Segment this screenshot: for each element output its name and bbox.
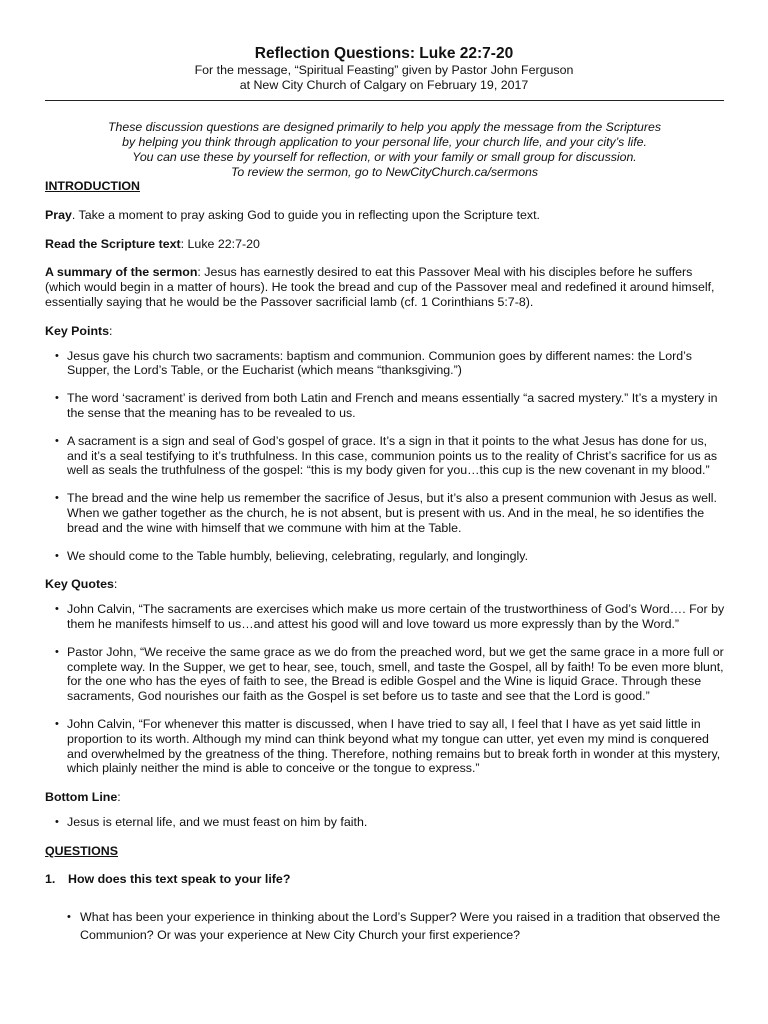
list-item: • The word ‘sacrament’ is derived from both Latin and French and means essentially “a sacred mystery.” It’s a mystery in the sense that the meaning has to be revealed to us. [45,391,725,421]
read-scripture-label: Read the Scripture text [45,236,181,251]
key-quotes-list [45,602,725,776]
document-title: Reflection Questions: Luke 22:7-20 [254,45,514,62]
list-item: • What has been your experience in thinking about the Lord’s Supper? Were you raised in a tradition that observed the Communion? Or was your experience at New City Church your first experience? [45,908,725,944]
question-1-list [45,908,725,944]
question-1 [45,872,725,887]
document-header [0,44,768,92]
list-item: • The bread and the wine help us remember the sacrifice of Jesus, but it’s also a present communion with Jesus as well. When we gather together as the church, he is not absent, but is present with us. And in the meal, he so identifies the bread and the wine with himself that we commune with him at the Table. [45,491,725,535]
key-quotes-colon: : [113,577,118,592]
sermon-summary-text: : Jesus has earnestly desired to eat this Passover Meal with his disciples before he suffers (which would begin in a matter of hours). He took the bread and cup of the Passover meal and redefined it around himself, essentially saying that he would be the Passover sacrificial lamb (cf. 1 Corinthians 5:7-8). [45,265,715,309]
subtitle-line-2: at New City Church of Calgary on February 19, 2017 [239,77,529,92]
list-item: • Jesus is eternal life, and we must feast on him by faith. [45,815,725,830]
key-points-list [45,349,725,564]
pray-label: Pray [45,207,72,222]
question-1-text: How does this text speak to your life? [68,871,291,886]
questions-heading: QUESTIONS [45,843,118,858]
pray-text: . Take a moment to pray asking God to guide you in reflecting upon the Scripture text. [71,207,541,222]
key-quotes-heading [45,577,725,592]
bottom-line-colon: : [117,790,121,805]
read-scripture-text: : Luke 22:7-20 [180,236,260,251]
list-item: • John Calvin, “For whenever this matter is discussed, when I have tried to say all, I feel that I have as yet said little in proportion to its worth. Although my mind can think beyond what my tongue can utter, yet even my mind is conquered and overwhelmed by the greatness of the thing. Therefore, nothing remains but to break forth in wonder at this mystery, which plainly neither the mind is able to conceive or the tongue to express.” [45,717,725,776]
list-item: • We should come to the Table humbly, believing, celebrating, regularly, and longingly. [45,549,725,564]
key-quotes-label: Key Quotes [45,577,114,592]
subtitle-line-1: For the message, “Spiritual Feasting” given by Pastor John Ferguson [194,63,574,77]
key-points-colon: : [109,323,113,338]
bottom-line-heading [45,790,725,805]
intro-line-2: by helping you think through application to your personal life, your church life, and your city’s life. [122,135,647,149]
sermon-summary-paragraph [45,265,725,309]
bottom-line-label: Bottom Line [45,790,118,805]
question-1-number: 1. [45,871,56,886]
intro-instructions [45,120,724,180]
list-item: • Jesus gave his church two sacraments: baptism and communion. Communion goes by different names: the Lord’s Supper, the Lord’s Table, or the Eucharist (which means “thanksgiving.”) [45,349,725,379]
intro-line-3: You can use these by yourself for reflection, or with your family or small group for discussion. [132,150,637,164]
document-body [45,179,725,944]
list-item: • John Calvin, “The sacraments are exercises which make us more certain of the trustworthiness of God’s Word…. For by them he manifests himself to us…and attest his good will and love toward us more expressly than by the Word.” [45,602,725,632]
pray-paragraph [45,208,725,223]
intro-line-4: To review the sermon, go to NewCityChurch.ca/sermons [230,165,539,179]
intro-line-1: These discussion questions are designed primarily to help you apply the message from the Scriptures [108,120,661,134]
read-scripture-paragraph [45,237,725,252]
sermon-summary-label: A summary of the sermon [45,265,198,280]
list-item: • A sacrament is a sign and seal of God’s gospel of grace. It’s a sign in that it points to the what Jesus has done for us, and it’s a seal testifying to it’s truthfulness. In this case, communion points us to the reality of Christ’s sacrifice for us as well as seals the truthfulness of the gospel: “this is my body given for you…this cup is the new covenant in my blood.” [45,434,725,478]
introduction-heading: INTRODUCTION [45,179,140,193]
key-points-label: Key Points [45,323,110,338]
header-divider [45,100,724,101]
key-points-heading [45,324,725,339]
bottom-line-list [45,815,725,830]
list-item: • Pastor John, “We receive the same grace as we do from the preached word, but we get the same grace in a more full or complete way. In the Supper, we get to hear, see, touch, smell, and taste the Gospel, all by faith! To be even more blunt, for the one who has the eyes of faith to see, the Bread is edible Gospel and the Wine is liquid Grace. Through these sacraments, God nourishes our faith as the Gospel is set before us to taste and see that the Lord is good.” [45,645,725,704]
